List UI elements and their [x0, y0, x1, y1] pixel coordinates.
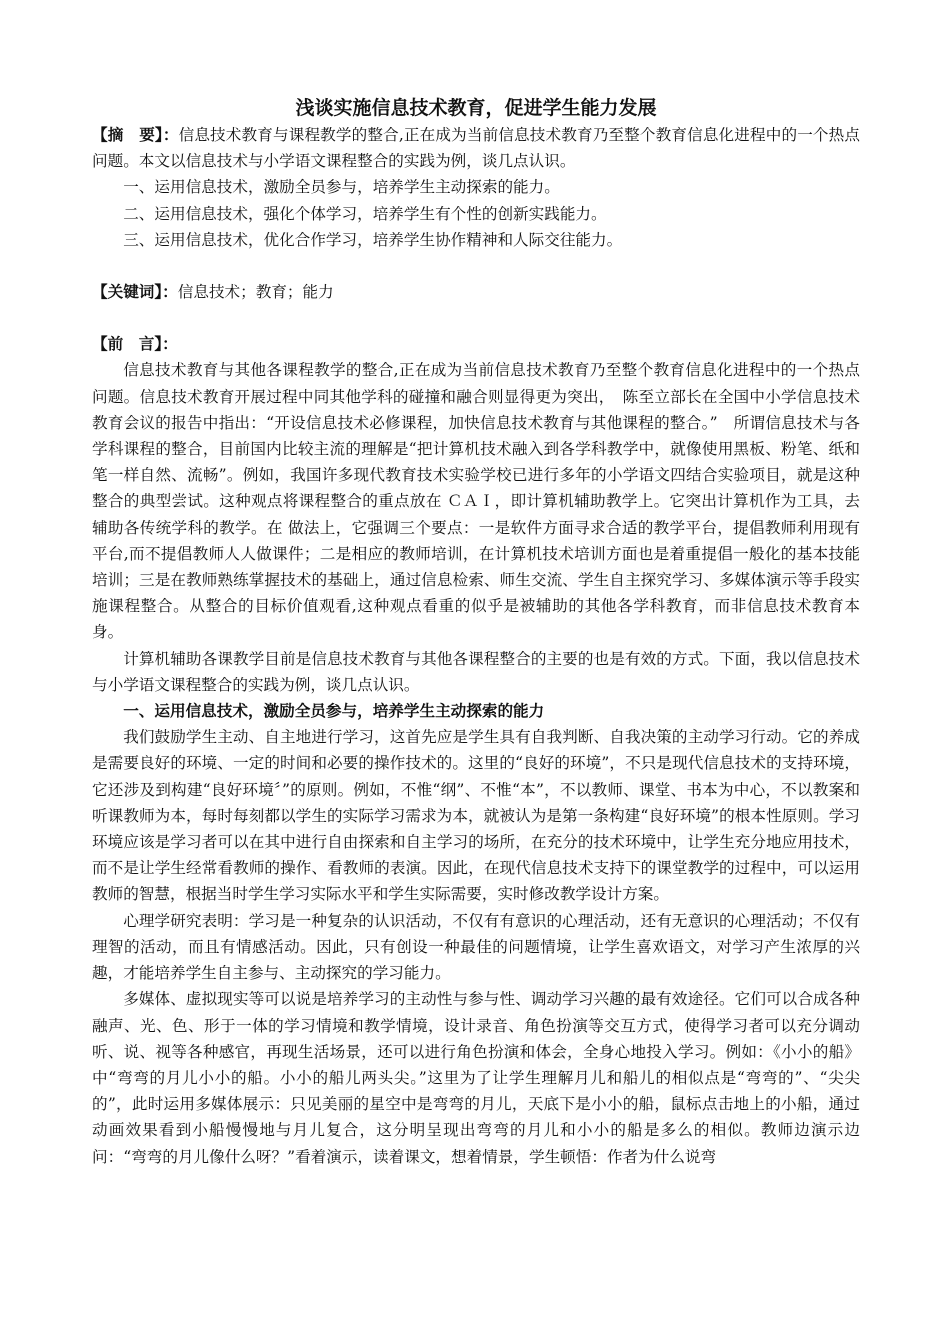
- abstract-text: 信息技术教育与课程教学的整合,正在成为当前信息技术教育乃至整个教育信息化进程中的一个热点问题。本文以信息技术与小学语文课程整合的实践为例，谈几点认识。: [92, 126, 860, 171]
- keywords-label: 【关键词】：: [92, 283, 178, 302]
- section-paragraph-3: 多媒体、虚拟现实等可以说是培养学习的主动性与参与性、调动学习兴趣的最有效途径。它们可以合成各种融声、光、色、形于一体的学习情境和教学情境，设计录音、角色扮演等交互方式，使得学习者可以充分调动听、说、视等各种感官，再现生活场景，还可以进行角色扮演和体会，全身心地投入学习。例如：《小小的船》中“弯弯的月儿小小的船。小小的船儿两头尖。”这里为了让学生理解月儿和船儿的相似点是“弯弯的”、“尖尖的”，此时运用多媒体展示：只见美丽的星空中是弯弯的月儿，天底下是小小的船，鼠标点击地上的小船，通过动画效果看到小船慢慢地与月儿复合，这分明呈现出弯弯的月儿和小小的船是多么的相似。教师边演示边问：“弯弯的月儿像什么呀？”看着演示，读着课文，想着情景，学生顿悟：作者为什么说弯: [92, 990, 860, 1166]
- keywords-paragraph: [92, 279, 860, 305]
- section-paragraph-1: 我们鼓励学生主动、自主地进行学习，这首先应是学生具有自我判断、自我决策的主动学习行动。它的养成是需要良好的环境、一定的时间和必要的操作技术的。这里的“良好的环境”，不只是现代信息技术的支持环境，它还涉及到构建“良好环境〞”的原则。例如，不惟“纲”、不惟“本”，不以教师、课堂、书本为中心，不以教案和听课教师为本，每时每刻都以学生的实际学习需求为本，就被认为是第一条构建“良好环境”的根本性原则。学习环境应该是学习者可以在其中进行自由探索和自主学习的场所，在充分的技术环境中，让学生充分地应用技术，而不是让学生经常看教师的操作、看教师的表演。因此，在现代信息技术支持下的课堂教学的过程中，可以运用教师的智慧，根据当时学生学习实际水平和学生实际需要，实时修改教学设计方案。: [92, 728, 860, 904]
- preface-paragraph-1: 信息技术教育与其他各课程教学的整合,正在成为当前信息技术教育乃至整个教育信息化进程中的一个热点问题。信息技术教育开展过程中同其他学科的碰撞和融合则显得更为突出， 陈至立部长在全国中小学信息技术教育会议的报告中指出：“开设信息技术必修课程，加快信息技术教育与其他课程的整合。” 所谓信息技术与各学科课程的整合，目前国内比较主流的理解是“把计算机技术融入到各学科教学中，就像使用黑板、粉笔、纸和笔一样自然、流畅”。例如，我国许多现代教育技术实验学校已进行多年的小学语文四结合实验项目，就是这种整合的典型尝试。这种观点将课程整合的重点放在 ＣＡＩ，即计算机辅助教学上。它突出计算机作为工具，去辅助各传统学科的教学。在 做法上，它强调三个要点：一是软件方面寻求合适的教学平台，提倡教师利用现有平台,而不提倡教师人人做课件；二是相应的教师培训，在计算机技术培训方面也是着重提倡一般化的基本技能培训；三是在教师熟练掌握技术的基础上，通过信息检索、师生交流、学生自主探究学习、多媒体演示等手段实施课程整合。从整合的目标价值观看,这种观点看重的似乎是被辅助的其他各学科教育，而非信息技术教育本身。: [92, 361, 860, 642]
- spacer: [92, 305, 860, 331]
- preface-paragraph-2: 计算机辅助各课教学目前是信息技术教育与其他各课程整合的主要的也是有效的方式。下面，我以信息技术与小学语文课程整合的实践为例，谈几点认识。: [92, 649, 860, 694]
- abstract-point-1: 一、运用信息技术，激励全员参与，培养学生主动探索的能力。: [123, 178, 560, 197]
- section-paragraph-2: 心理学研究表明：学习是一种复杂的认识活动，不仅有有意识的心理活动，还有无意识的心理活动；不仅有理智的活动，而且有情感活动。因此，只有创设一种最佳的问题情境，让学生喜欢语文，对学习产生浓厚的兴趣，才能培养学生自主参与、主动探究的学习能力。: [92, 911, 860, 983]
- keywords-text: 信息技术；教育；能力: [177, 283, 334, 302]
- abstract-label: 【摘 要】：: [92, 126, 179, 144]
- section-heading: 一、运用信息技术，激励全员参与，培养学生主动探索的能力: [123, 702, 545, 721]
- preface-label: 【前 言】：: [92, 335, 178, 354]
- abstract-point-3: 三、运用信息技术，优化合作学习，培养学生协作精神和人际交往能力。: [123, 230, 623, 249]
- document-page: [92, 94, 860, 1170]
- abstract-point-2: 二、运用信息技术，强化个体学习，培养学生有个性的创新实践能力。: [123, 204, 607, 223]
- document-title: 浅谈实施信息技术教育，促进学生能力发展: [295, 97, 657, 119]
- abstract-paragraph: [92, 122, 860, 174]
- spacer: [92, 253, 860, 279]
